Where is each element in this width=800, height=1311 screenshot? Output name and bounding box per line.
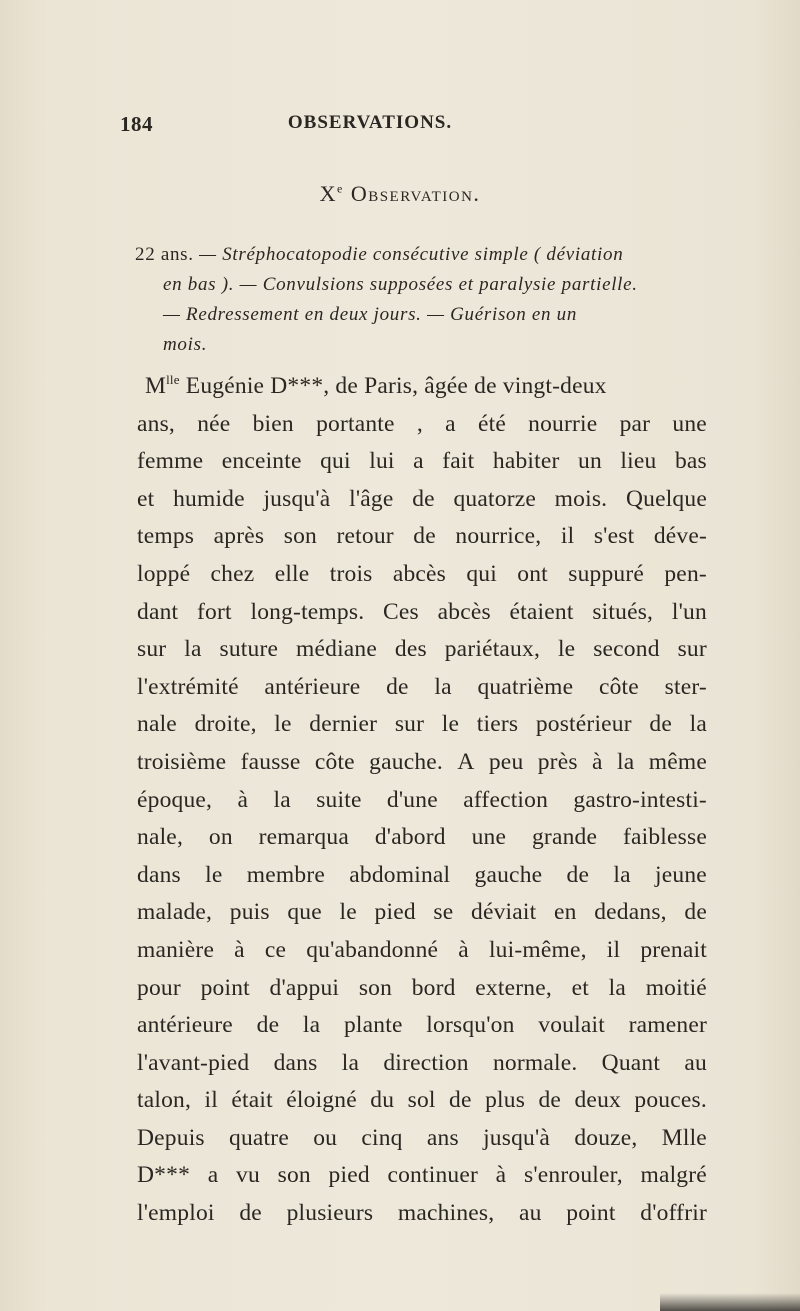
word: continuer bbox=[387, 1162, 478, 1189]
word: côte bbox=[598, 673, 639, 700]
word: il bbox=[606, 936, 621, 963]
word: de bbox=[386, 673, 409, 700]
word: ou bbox=[313, 1124, 338, 1151]
observation-numeral: X bbox=[319, 181, 337, 206]
word: gauche. bbox=[369, 748, 443, 775]
word: bas bbox=[674, 448, 707, 475]
word: antérieure bbox=[264, 673, 361, 700]
word: le bbox=[274, 711, 292, 738]
summary-age: 22 ans. bbox=[135, 244, 194, 265]
word: A bbox=[457, 748, 475, 775]
word: fort bbox=[197, 598, 232, 625]
body-line bbox=[137, 1007, 707, 1045]
word: abdominal bbox=[349, 861, 451, 888]
word: Ces bbox=[383, 598, 419, 625]
word: d'offrir bbox=[640, 1200, 707, 1227]
body-line bbox=[137, 744, 707, 782]
word: son bbox=[283, 523, 317, 550]
word: vu bbox=[236, 1162, 260, 1189]
body-line bbox=[137, 1082, 707, 1120]
body-line bbox=[137, 1120, 707, 1158]
word: de bbox=[684, 899, 707, 926]
case-summary bbox=[135, 240, 695, 360]
word: prenait bbox=[640, 936, 707, 963]
observation-numeral-suffix: e bbox=[336, 181, 344, 196]
word: fait bbox=[442, 448, 475, 475]
word: long-temps. bbox=[250, 598, 365, 625]
word: de bbox=[239, 1200, 262, 1227]
word: qu'abandonné bbox=[306, 936, 439, 963]
word: faiblesse bbox=[622, 824, 707, 851]
word: jusqu'à bbox=[263, 485, 331, 512]
body-line bbox=[137, 819, 707, 857]
word: on bbox=[208, 824, 233, 851]
word: portante bbox=[316, 410, 395, 437]
word: pariétaux, bbox=[444, 636, 541, 663]
word: nourrie bbox=[528, 410, 598, 437]
word: quatre bbox=[229, 1124, 289, 1151]
word: postérieur bbox=[535, 711, 632, 738]
word: sur bbox=[677, 636, 707, 663]
word: pied bbox=[328, 1162, 370, 1189]
word: antérieure bbox=[137, 1012, 233, 1039]
word: d'abord bbox=[374, 824, 446, 851]
word: une bbox=[471, 824, 507, 851]
word: après bbox=[213, 523, 265, 550]
word: ce bbox=[264, 936, 287, 963]
observation-heading bbox=[120, 181, 680, 207]
word: même bbox=[648, 748, 707, 775]
word: talon, bbox=[137, 1087, 192, 1114]
word: enceinte bbox=[221, 448, 302, 475]
word: de bbox=[566, 861, 590, 888]
observation-body bbox=[137, 368, 707, 1233]
body-line bbox=[137, 782, 707, 820]
word: au bbox=[519, 1200, 542, 1227]
word: la bbox=[608, 974, 627, 1001]
word: d'appui bbox=[269, 974, 340, 1001]
word: chez bbox=[210, 560, 255, 587]
word: née bbox=[197, 410, 231, 437]
word: et bbox=[137, 485, 155, 512]
summary-line: en bas ). — Convulsions supposées et paralysie partielle. bbox=[163, 274, 638, 295]
word: , bbox=[416, 410, 423, 437]
word: remarqua bbox=[258, 824, 349, 851]
body-line bbox=[137, 594, 707, 632]
word: l'avant-pied bbox=[137, 1049, 250, 1076]
word: puis bbox=[229, 899, 270, 926]
word: dernier bbox=[309, 711, 378, 738]
word: son bbox=[358, 974, 393, 1001]
word: la bbox=[434, 673, 452, 700]
word: quatorze bbox=[453, 485, 536, 512]
word: voulait bbox=[538, 1012, 605, 1039]
word: Quant bbox=[601, 1049, 661, 1076]
word: de bbox=[538, 1087, 562, 1114]
word: malgré bbox=[640, 1162, 707, 1189]
word: il bbox=[204, 1087, 218, 1114]
body-line bbox=[137, 706, 707, 744]
summary-line-text: — Stréphocatopodie consécutive simple ( déviation bbox=[193, 244, 624, 265]
word: d'une bbox=[386, 786, 438, 813]
word: ont bbox=[517, 560, 548, 587]
word: à bbox=[458, 936, 469, 963]
word: membre bbox=[246, 861, 325, 888]
word: un bbox=[578, 448, 602, 475]
word: douze, bbox=[574, 1124, 638, 1151]
word: ans, bbox=[137, 410, 176, 437]
word: situés, bbox=[592, 598, 654, 625]
word: fausse bbox=[240, 748, 301, 775]
word: déviait bbox=[471, 899, 537, 926]
word: plus bbox=[485, 1087, 526, 1114]
observation-title: Observation. bbox=[350, 181, 481, 206]
word: normale. bbox=[492, 1049, 578, 1076]
word: D*** bbox=[137, 1162, 191, 1189]
word: a bbox=[445, 410, 456, 437]
running-title: OBSERVATIONS. bbox=[287, 112, 453, 133]
word: ramener bbox=[628, 1012, 707, 1039]
summary-line: mois. bbox=[163, 334, 208, 355]
word: point bbox=[200, 974, 250, 1001]
word: l'extrémité bbox=[137, 673, 239, 700]
word: jeune bbox=[655, 861, 707, 888]
running-head bbox=[120, 112, 680, 142]
word: une bbox=[672, 410, 707, 437]
word: suture bbox=[219, 636, 279, 663]
body-line bbox=[137, 406, 707, 444]
word: sur bbox=[137, 636, 167, 663]
word: se bbox=[433, 899, 454, 926]
word: à bbox=[237, 786, 249, 813]
word: grande bbox=[531, 824, 598, 851]
word: lui bbox=[369, 448, 395, 475]
word: de bbox=[413, 523, 436, 550]
word: par bbox=[619, 410, 651, 437]
word: nale, bbox=[137, 824, 184, 851]
word: abcès bbox=[437, 598, 491, 625]
word: bien bbox=[252, 410, 294, 437]
word: s'est bbox=[593, 523, 635, 550]
word: lorsqu'on bbox=[426, 1012, 515, 1039]
word: la bbox=[184, 636, 202, 663]
word: manière bbox=[137, 936, 215, 963]
word: du bbox=[370, 1087, 395, 1114]
word: dant bbox=[137, 598, 179, 625]
word: malade, bbox=[137, 899, 213, 926]
body-line bbox=[137, 970, 707, 1008]
word: peu bbox=[488, 748, 524, 775]
body-line bbox=[137, 556, 707, 594]
page-edge-shadow bbox=[660, 1293, 800, 1311]
word: à bbox=[592, 748, 603, 775]
word: gauche bbox=[474, 861, 543, 888]
word: de bbox=[649, 711, 672, 738]
word: bord bbox=[411, 974, 456, 1001]
page-number: 184 bbox=[120, 112, 153, 136]
word: direction bbox=[383, 1049, 469, 1076]
word: le bbox=[339, 899, 357, 926]
word: plusieurs bbox=[286, 1200, 374, 1227]
word: le bbox=[205, 861, 223, 888]
body-line bbox=[137, 1045, 707, 1083]
body-line bbox=[137, 631, 707, 669]
word: de bbox=[412, 485, 435, 512]
word: la bbox=[613, 861, 631, 888]
word: au bbox=[684, 1049, 707, 1076]
word: l'un bbox=[671, 598, 707, 625]
body-line bbox=[137, 1195, 707, 1233]
word: son bbox=[277, 1162, 311, 1189]
word: médiane bbox=[296, 636, 378, 663]
word: a bbox=[207, 1162, 219, 1189]
word: sur bbox=[394, 711, 425, 738]
word: la bbox=[689, 711, 707, 738]
word: des bbox=[394, 636, 427, 663]
salutation-suffix: lle bbox=[166, 372, 180, 388]
word: déve- bbox=[653, 523, 707, 550]
word: sol bbox=[407, 1087, 436, 1114]
word: machines, bbox=[397, 1200, 495, 1227]
word: tiers bbox=[476, 711, 519, 738]
word: ster- bbox=[664, 673, 707, 700]
word: dans bbox=[137, 861, 181, 888]
word: gastro-intesti- bbox=[573, 786, 707, 813]
word: éloigné bbox=[286, 1087, 357, 1114]
body-line bbox=[137, 518, 707, 556]
word: le bbox=[557, 636, 576, 663]
word: femme bbox=[137, 448, 204, 475]
body-line bbox=[137, 857, 707, 895]
word: dedans, bbox=[594, 899, 667, 926]
word: quatrième bbox=[477, 673, 574, 700]
word: le bbox=[441, 711, 460, 738]
word: était bbox=[231, 1087, 273, 1114]
word: lieu bbox=[620, 448, 657, 475]
word: affection bbox=[463, 786, 549, 813]
body-line bbox=[137, 1157, 707, 1195]
body-line bbox=[137, 443, 707, 481]
word: mois. bbox=[554, 485, 608, 512]
word: la bbox=[273, 786, 291, 813]
word: moitié bbox=[645, 974, 707, 1001]
word: qui bbox=[320, 448, 351, 475]
word: suppuré bbox=[568, 560, 645, 587]
word: la bbox=[341, 1049, 360, 1076]
word: en bbox=[554, 899, 577, 926]
word: l'âge bbox=[349, 485, 394, 512]
word: ans bbox=[426, 1124, 459, 1151]
word: étaient bbox=[509, 598, 574, 625]
word: s'enrouler, bbox=[523, 1162, 623, 1189]
word: dans bbox=[273, 1049, 318, 1076]
word: l'emploi bbox=[137, 1200, 215, 1227]
word: cinq bbox=[361, 1124, 403, 1151]
word: droite, bbox=[194, 711, 257, 738]
word: époque, bbox=[137, 786, 213, 813]
word: suite bbox=[316, 786, 362, 813]
body-line bbox=[137, 368, 707, 406]
word: pouces. bbox=[634, 1087, 707, 1114]
word: Quelque bbox=[625, 485, 707, 512]
word: lui-même, bbox=[488, 936, 587, 963]
word: loppé bbox=[137, 560, 191, 587]
word: à bbox=[495, 1162, 507, 1189]
body-line bbox=[137, 894, 707, 932]
word: retour bbox=[336, 523, 394, 550]
word: et bbox=[571, 974, 589, 1001]
summary-line: — Redressement en deux jours. — Guérison en un bbox=[163, 304, 578, 325]
word: elle bbox=[274, 560, 310, 587]
word: humide bbox=[173, 485, 245, 512]
word: la bbox=[617, 748, 635, 775]
word: pied bbox=[374, 899, 416, 926]
word: point bbox=[566, 1200, 616, 1227]
word: de bbox=[256, 1012, 280, 1039]
word: abcès bbox=[392, 560, 447, 587]
word: Depuis bbox=[137, 1124, 205, 1151]
word: externe, bbox=[475, 974, 552, 1001]
word: été bbox=[477, 410, 506, 437]
word: second bbox=[593, 636, 660, 663]
word: habiter bbox=[492, 448, 560, 475]
salutation-text: M bbox=[145, 373, 167, 399]
salutation bbox=[137, 368, 180, 406]
summary-line bbox=[135, 240, 695, 270]
word: nale bbox=[137, 711, 177, 738]
word: à bbox=[234, 936, 245, 963]
body-line bbox=[137, 932, 707, 970]
word: plante bbox=[343, 1012, 403, 1039]
word: de bbox=[449, 1087, 472, 1114]
word: il bbox=[560, 523, 575, 550]
word: deux bbox=[574, 1087, 621, 1114]
word: que bbox=[287, 899, 322, 926]
word: près bbox=[537, 748, 578, 775]
body-line-text: Eugénie D***, de Paris, âgée de vingt-deux bbox=[179, 373, 607, 399]
word: pen- bbox=[664, 560, 707, 587]
word: temps bbox=[137, 523, 195, 550]
word: troisième bbox=[137, 748, 227, 775]
word: pour bbox=[137, 974, 181, 1001]
word: a bbox=[413, 448, 424, 475]
word: la bbox=[302, 1012, 321, 1039]
word: trois bbox=[329, 560, 373, 587]
word: nourrice, bbox=[455, 523, 542, 550]
word: jusqu'à bbox=[483, 1124, 551, 1151]
body-line bbox=[137, 481, 707, 519]
word: qui bbox=[466, 560, 497, 587]
word: côte bbox=[314, 748, 355, 775]
body-line bbox=[137, 669, 707, 707]
word: Mlle bbox=[661, 1124, 707, 1151]
